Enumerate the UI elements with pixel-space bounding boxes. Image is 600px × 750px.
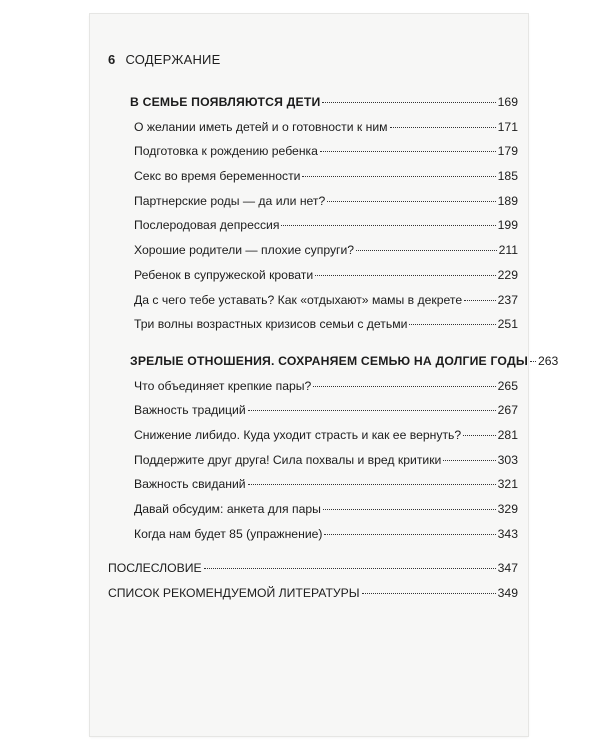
toc-entry	[108, 428, 518, 453]
toc-entry	[108, 502, 518, 527]
toc-page-number: 265	[497, 378, 518, 393]
toc-entry	[108, 527, 518, 552]
toc-entry	[108, 218, 518, 243]
toc-entry	[108, 169, 518, 194]
dot-leader	[322, 102, 495, 103]
toc-page-number: 329	[497, 502, 518, 516]
toc-page-number: 281	[497, 427, 518, 442]
toc-entry-title: Партнерские роды — да или нет?	[134, 193, 326, 208]
dot-leader	[320, 151, 496, 152]
toc-part-title: ЗРЕЛЫЕ ОТНОШЕНИЯ. СОХРАНЯЕМ СЕМЬЮ НА ДОЛГИЕ ГОДЫ	[130, 353, 528, 368]
dot-leader	[530, 361, 536, 362]
toc-entry-title: Когда нам будет 85 (упражнение)	[134, 526, 323, 541]
toc-entry	[108, 144, 518, 169]
toc-entry-title: Подготовка к рождению ребенка	[134, 144, 318, 159]
toc-entry-title: Снижение либидо. Куда уходит страсть и как ее вернуть?	[134, 427, 462, 442]
toc-page-number: 267	[497, 403, 518, 418]
toc-page-number: 189	[497, 193, 518, 208]
dot-leader	[327, 201, 495, 202]
toc-page-number: 347	[497, 561, 518, 576]
toc-page-number: 349	[497, 586, 518, 601]
toc-part-heading	[108, 353, 559, 379]
toc-page-number: 199	[497, 218, 518, 233]
dot-leader	[324, 534, 495, 535]
toc-entry	[108, 293, 518, 318]
toc-page-number: 179	[497, 144, 518, 159]
dot-leader	[362, 593, 496, 594]
toc-entry-title: СПИСОК РЕКОМЕНДУЕМОЙ ЛИТЕРАТУРЫ	[108, 586, 360, 601]
dot-leader	[443, 460, 495, 461]
dot-leader	[302, 176, 495, 177]
toc-page-number: 229	[497, 267, 518, 282]
toc-entry-title: Три волны возрастных кризисов семьи с детьми	[134, 317, 408, 332]
toc-page-number: 185	[497, 169, 518, 184]
toc-reading-list	[108, 586, 518, 611]
spacer	[108, 342, 518, 354]
spacer	[108, 551, 518, 561]
running-head	[108, 52, 220, 67]
dot-leader	[315, 275, 495, 276]
dot-leader	[204, 568, 496, 569]
toc-entry-title: Важность свиданий	[134, 477, 246, 492]
toc-page-number: 343	[497, 526, 518, 541]
toc-entry-title: О желании иметь детей и о готовности к ним	[134, 119, 388, 134]
toc-entry-title: Ребенок в супружеской кровати	[134, 267, 314, 282]
dot-leader	[248, 410, 496, 411]
dot-leader	[281, 225, 495, 226]
toc-entry	[108, 403, 518, 428]
toc-entry-title: Давай обсудим: анкета для пары	[134, 502, 321, 516]
running-title: СОДЕРЖАНИЕ	[125, 52, 221, 67]
dot-leader	[313, 386, 495, 387]
toc-entry-title: Секс во время беременности	[134, 169, 301, 184]
toc-entry-title: ПОСЛЕСЛОВИЕ	[108, 561, 202, 576]
toc-entry	[108, 194, 518, 219]
page-number: 6	[108, 52, 116, 67]
toc-page-number: 169	[497, 95, 518, 109]
table-of-contents	[108, 95, 559, 611]
toc-entry	[108, 317, 518, 342]
toc-entry	[108, 120, 518, 145]
toc-entry	[108, 453, 518, 478]
toc-entry-title: Что объединяет крепкие пары?	[134, 378, 312, 393]
toc-entry-title: Да с чего тебе уставать? Как «отдыхают» мамы в декрете	[134, 292, 463, 307]
dot-leader	[323, 509, 496, 510]
toc-afterword	[108, 561, 518, 586]
toc-page-number: 263	[537, 353, 559, 368]
dot-leader	[409, 324, 495, 325]
toc-part-title: В СЕМЬЕ ПОЯВЛЯЮТСЯ ДЕТИ	[130, 95, 321, 109]
toc-entry	[108, 268, 518, 293]
dot-leader	[463, 435, 495, 436]
dot-leader	[464, 300, 496, 301]
toc-page-number: 321	[497, 477, 518, 492]
toc-page-number: 237	[497, 292, 518, 307]
dot-leader	[356, 250, 496, 251]
toc-part-heading	[108, 95, 518, 120]
toc-entry-title: Важность традиций	[134, 403, 246, 418]
toc-entry-title: Хорошие родители — плохие супруги?	[134, 243, 355, 258]
toc-page-number: 211	[498, 243, 518, 258]
toc-entry-title: Послеродовая депрессия	[134, 218, 280, 233]
toc-entry-title: Поддержите друг друга! Сила похвалы и вред критики	[134, 452, 442, 467]
toc-entry	[108, 243, 518, 268]
toc-page-number: 251	[497, 317, 518, 332]
toc-entry	[108, 379, 518, 404]
toc-page-number: 303	[497, 452, 518, 467]
toc-entry	[108, 477, 518, 502]
dot-leader	[390, 127, 496, 128]
dot-leader	[248, 484, 496, 485]
toc-page-number: 171	[497, 119, 518, 134]
